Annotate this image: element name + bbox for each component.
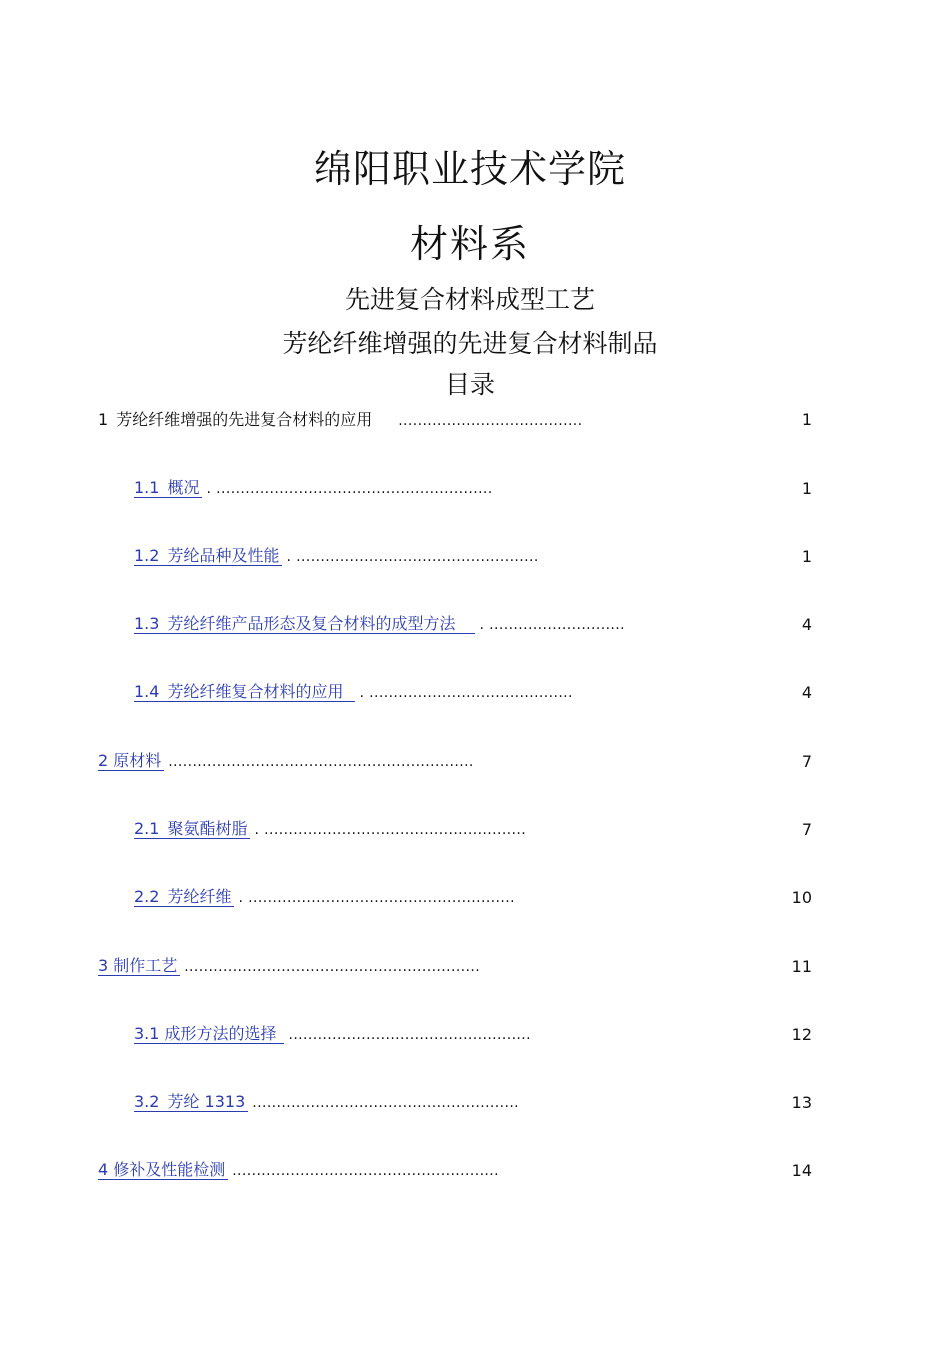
toc-entry-number: 4: [98, 1160, 109, 1179]
toc-entry-label: 芳纶纤维复合材料的应用: [167, 682, 344, 701]
toc-entry-link[interactable]: [134, 1093, 248, 1112]
toc-entry-text: [134, 614, 625, 636]
toc-entry-number: 3: [98, 956, 109, 975]
toc-entry-label: 芳纶品种及性能: [167, 546, 280, 565]
toc-entry-leader: . .........................................................: [206, 481, 493, 497]
toc-entry-leader: ...............................................................: [168, 754, 474, 770]
toc-entry-label: 成形方法的选择: [164, 1024, 277, 1043]
toc-entry-leader: .............................................................: [184, 959, 481, 975]
toc-entry: [0, 751, 950, 773]
toc-entry-label: 芳纶 1313: [167, 1092, 246, 1111]
toc-entry-link[interactable]: [98, 1161, 228, 1180]
toc-entry-page: 12: [791, 1025, 812, 1044]
toc-entry-number: 1: [98, 410, 109, 429]
toc-entry-page: 1: [801, 479, 812, 498]
toc-entry-number: 2.2: [134, 887, 160, 906]
toc-entry-leader: . ..................................................: [286, 549, 539, 565]
toc-entry: [0, 614, 950, 636]
toc-entry-label: 原材料: [113, 751, 162, 770]
toc-entry: [0, 1024, 950, 1046]
course-title: 先进复合材料成型工艺: [344, 285, 595, 314]
toc-entry: [0, 956, 950, 978]
toc-entry-label: 修补及性能检测: [113, 1160, 226, 1179]
toc-entry-link[interactable]: [134, 683, 355, 702]
toc-entry-text: [98, 956, 480, 978]
toc-entry-text: [134, 1024, 531, 1046]
toc-entry-number: 3.2: [134, 1092, 160, 1111]
toc-entry-page: 7: [801, 752, 812, 771]
toc-entry-leader: ......................................: [398, 413, 583, 429]
toc-entry-leader: .......................................................: [232, 1163, 499, 1179]
toc-entry-leader: . ......................................................: [254, 822, 527, 838]
toc-entry-page: 13: [791, 1093, 812, 1112]
toc-entry-link[interactable]: [134, 820, 250, 839]
toc-entry-text: [98, 751, 474, 773]
toc-entry-link[interactable]: [134, 1025, 284, 1044]
toc-entry: [0, 546, 950, 568]
toc-entry-link[interactable]: [134, 479, 202, 498]
toc-entry: [0, 682, 950, 704]
toc-heading: 目录: [444, 370, 495, 399]
toc-entry-page: 1: [801, 410, 812, 429]
document-title: 芳纶纤维增强的先进复合材料制品: [282, 329, 658, 358]
toc-entry-text: [134, 546, 539, 568]
toc-entry-text: [98, 409, 583, 432]
school-name: 绵阳职业技术学院: [313, 147, 626, 191]
toc-entry-text: [134, 1092, 519, 1114]
toc-entry-page: 10: [791, 888, 812, 907]
toc-entry-page: 4: [801, 683, 812, 702]
toc-entry-label: 概况: [167, 478, 200, 497]
toc-entry-number: 2.1: [134, 819, 160, 838]
toc-entry-text: [134, 478, 493, 500]
toc-entry-leader: ..................................................: [288, 1027, 531, 1043]
toc-entry-number: 2: [98, 751, 109, 770]
toc-entry-label: 芳纶纤维: [167, 887, 232, 906]
toc-entry-link[interactable]: [98, 957, 180, 976]
toc-entry-number: 1.1: [134, 478, 160, 497]
toc-entry-link[interactable]: [134, 888, 234, 907]
toc-entry-link[interactable]: [134, 615, 475, 634]
toc-entry-number: 1.3: [134, 614, 160, 633]
toc-entry-leader: . ............................: [479, 617, 625, 633]
toc-entry-label: 聚氨酯树脂: [167, 819, 248, 838]
toc-entry: [0, 1092, 950, 1114]
toc-entry-leader: .......................................................: [252, 1095, 520, 1111]
toc-entry: [0, 478, 950, 500]
toc-entry: [0, 819, 950, 841]
toc-entry: [0, 1160, 950, 1182]
toc-entry-label: 芳纶纤维产品形态及复合材料的成型方法: [167, 614, 456, 633]
department-name: 材料系: [409, 222, 530, 266]
toc-entry-link[interactable]: [98, 752, 164, 771]
toc-entry-text: [134, 819, 526, 841]
toc-entry-leader: . .......................................................: [238, 890, 515, 906]
toc-entry-page: 1: [801, 547, 812, 566]
toc-entry-label: 芳纶纤维增强的先进复合材料的应用: [116, 410, 373, 429]
toc-entry-link[interactable]: [134, 547, 282, 566]
toc-entry-page: 4: [801, 615, 812, 634]
toc-entry-number: 3.1: [134, 1024, 160, 1043]
toc-entry-text: [98, 1160, 499, 1182]
toc-entry: [0, 887, 950, 909]
toc-entry-number: 1.4: [134, 682, 160, 701]
toc-entry-text: [134, 682, 573, 704]
toc-entry-page: 11: [791, 957, 812, 976]
toc-entry-page: 14: [791, 1161, 812, 1180]
toc-entry: [0, 409, 950, 431]
toc-entry-text: [134, 887, 515, 909]
toc-entry-number: 1.2: [134, 546, 160, 565]
toc-entry-label: 制作工艺: [113, 956, 178, 975]
toc-entry-leader: . ..........................................: [359, 685, 573, 701]
toc-entry-page: 7: [801, 820, 812, 839]
